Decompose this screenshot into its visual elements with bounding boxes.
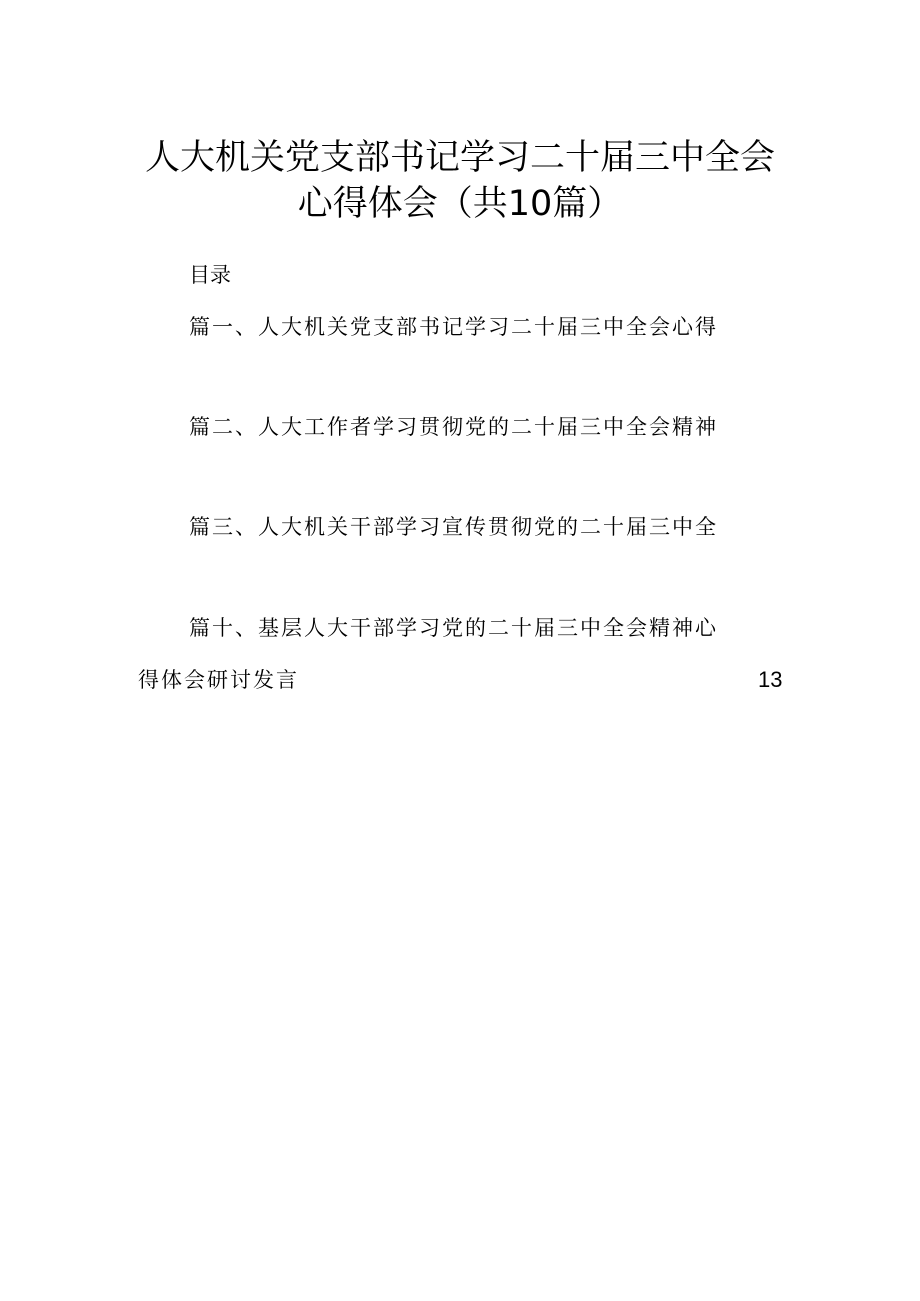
toc-entry-1[interactable]: 篇一、人大机关党支部书记学习二十届三中全会心得 (189, 315, 718, 339)
toc-entry-2[interactable]: 篇二、人大工作者学习贯彻党的二十届三中全会精神 (189, 415, 718, 439)
toc-entry-10-continuation[interactable]: 得体会研讨发言 (138, 668, 299, 692)
document-title-line-2: 心得体会（共10篇） (297, 184, 623, 224)
toc-entry-10[interactable]: 篇十、基层人大干部学习党的二十届三中全会精神心 (189, 616, 718, 640)
document-title-line-1: 人大机关党支部书记学习二十届三中全会 (144, 138, 775, 178)
toc-entry-10-page-number: 13 (758, 667, 783, 692)
toc-heading: 目录 (189, 263, 231, 287)
toc-entry-3[interactable]: 篇三、人大机关干部学习宣传贯彻党的二十届三中全 (189, 515, 718, 539)
